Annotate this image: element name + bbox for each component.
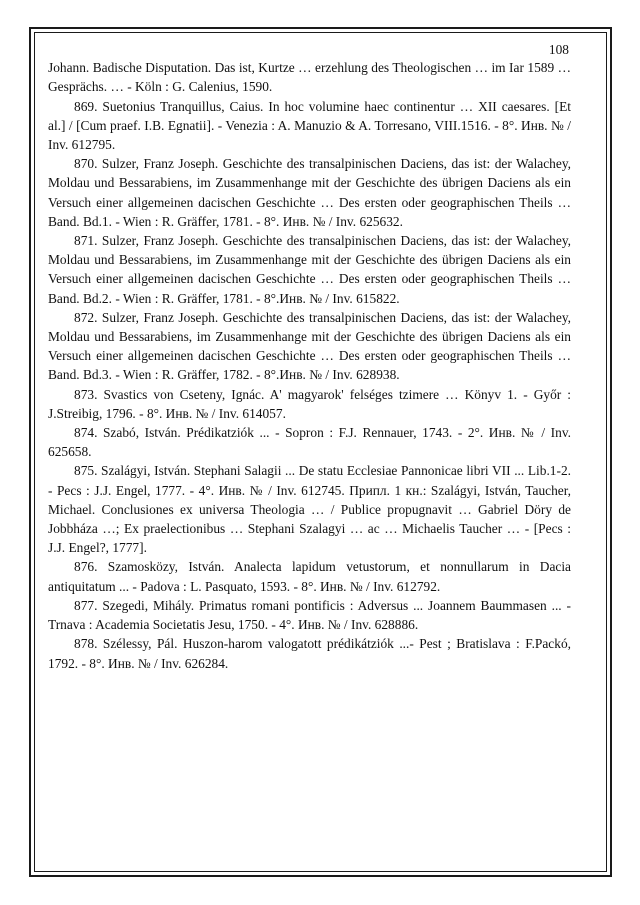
catalog-entry-877: 877. Szegedi, Mihály. Primatus romani pontificis : Adversus ... Joannem Baummasen ... - Trnava : Academia Societatis Jesu, 1750. - 4°. Инв. № / Inv. 628886.: [48, 597, 571, 633]
catalog-entry-870: 870. Sulzer, Franz Joseph. Geschichte des transalpinischen Daciens, das ist: der Walachey, Moldau und Bessarabiens, im Zusammenhange mit der Geschichte des übrigen Daciens als ein Versuch einer allgemeinen dacischen Geschichte … Des ersten oder geographischen Theils … Band. Bd.1. - Wien : R. Gräffer, 1781. - 8°. Инв. № / Inv. 625632.: [48, 156, 571, 229]
page-number: 108: [548, 42, 569, 57]
catalog-entry-874: 874. Szabó, István. Prédikatziók ... - Sopron : F.J. Rennauer, 1743. - 2°. Инв. № / Inv. 625658.: [48, 425, 571, 460]
catalog-entry-871: 871. Sulzer, Franz Joseph. Geschichte des transalpinischen Daciens, das ist: der Walachey, Moldau und Bessarabiens, im Zusammenhange mit der Geschichte des übrigen Daciens als ein Versuch einer allgemeinen dacischen Geschichte … Des ersten oder geographischen Theils … Band. Bd.2. - Wien : R. Gräffer, 1781. - 8°.Инв. № / Inv. 615822.: [48, 233, 571, 306]
catalog-entry-878: 878. Szélessy, Pál. Huszon-harom valogatott prédikátziók ...- Pest ; Bratislava : F.Packó, 1792. - 8°. Инв. № / Inv. 626284.: [48, 636, 571, 671]
continuation-entry: Johann. Badische Disputation. Das ist, Kurtze … erzehlung des Theologischen … im Iar 1589 … Gesprächs. … - Köln : G. Calenius, 1590.: [48, 60, 571, 95]
catalog-entry-869: 869. Suetonius Tranquillus, Caius. In hoc volumine haec continentur … XII caesares. [Et al.] / [Cum praef. I.B. Egnatii]. - Venezia : A. Manuzio & A. Torresano, VIII.1516. - 8°. Инв. № / Inv. 612795.: [48, 98, 571, 153]
catalog-entry-873: 873. Svastics von Cseteny, Ignác. A' magyarok' felséges tzimere … Könyv 1. - Győr : J.Streibig, 1796. - 8°. Инв. № / Inv. 614057.: [48, 386, 571, 421]
catalog-entry-872: 872. Sulzer, Franz Joseph. Geschichte des transalpinischen Daciens, das ist: der Walachey, Moldau und Bessarabiens, im Zusammenhange mit der Geschichte des übrigen Daciens als ein Versuch einer allgemeinen dacischen Geschichte … Des ersten oder geographischen Theils … Band. Bd.3. - Wien : R. Gräffer, 1782. - 8°.Инв. № / Inv. 628938.: [48, 309, 571, 383]
catalog-text: [48, 40, 571, 673]
catalog-entry-876: 876. Szamosközy, István. Analecta lapidum vetustorum, et nonnullarum in Dacia antiquitatum ... - Padova : L. Pasquato, 1593. - 8°. Инв. № / Inv. 612792.: [48, 559, 571, 594]
catalog-entry-875: 875. Szalágyi, István. Stephani Salagii ... De statu Ecclesiae Pannonicae libri VII ... Lib.1-2. - Pecs : J.J. Engel, 1777. - 4°. Инв. № / Inv. 612745. Припл. 1 кн.: Szalágyi, István, Taucher, Michael. Conclusiones ex universa Theologia … / Publice propugnavit … Gabriel Döry de Jobbháza …; Ex praelectionibus … Stephani Szalagyi … ac … Michaelis Taucher … - [Pecs : J.J. Engel?, 1777].: [48, 463, 571, 556]
